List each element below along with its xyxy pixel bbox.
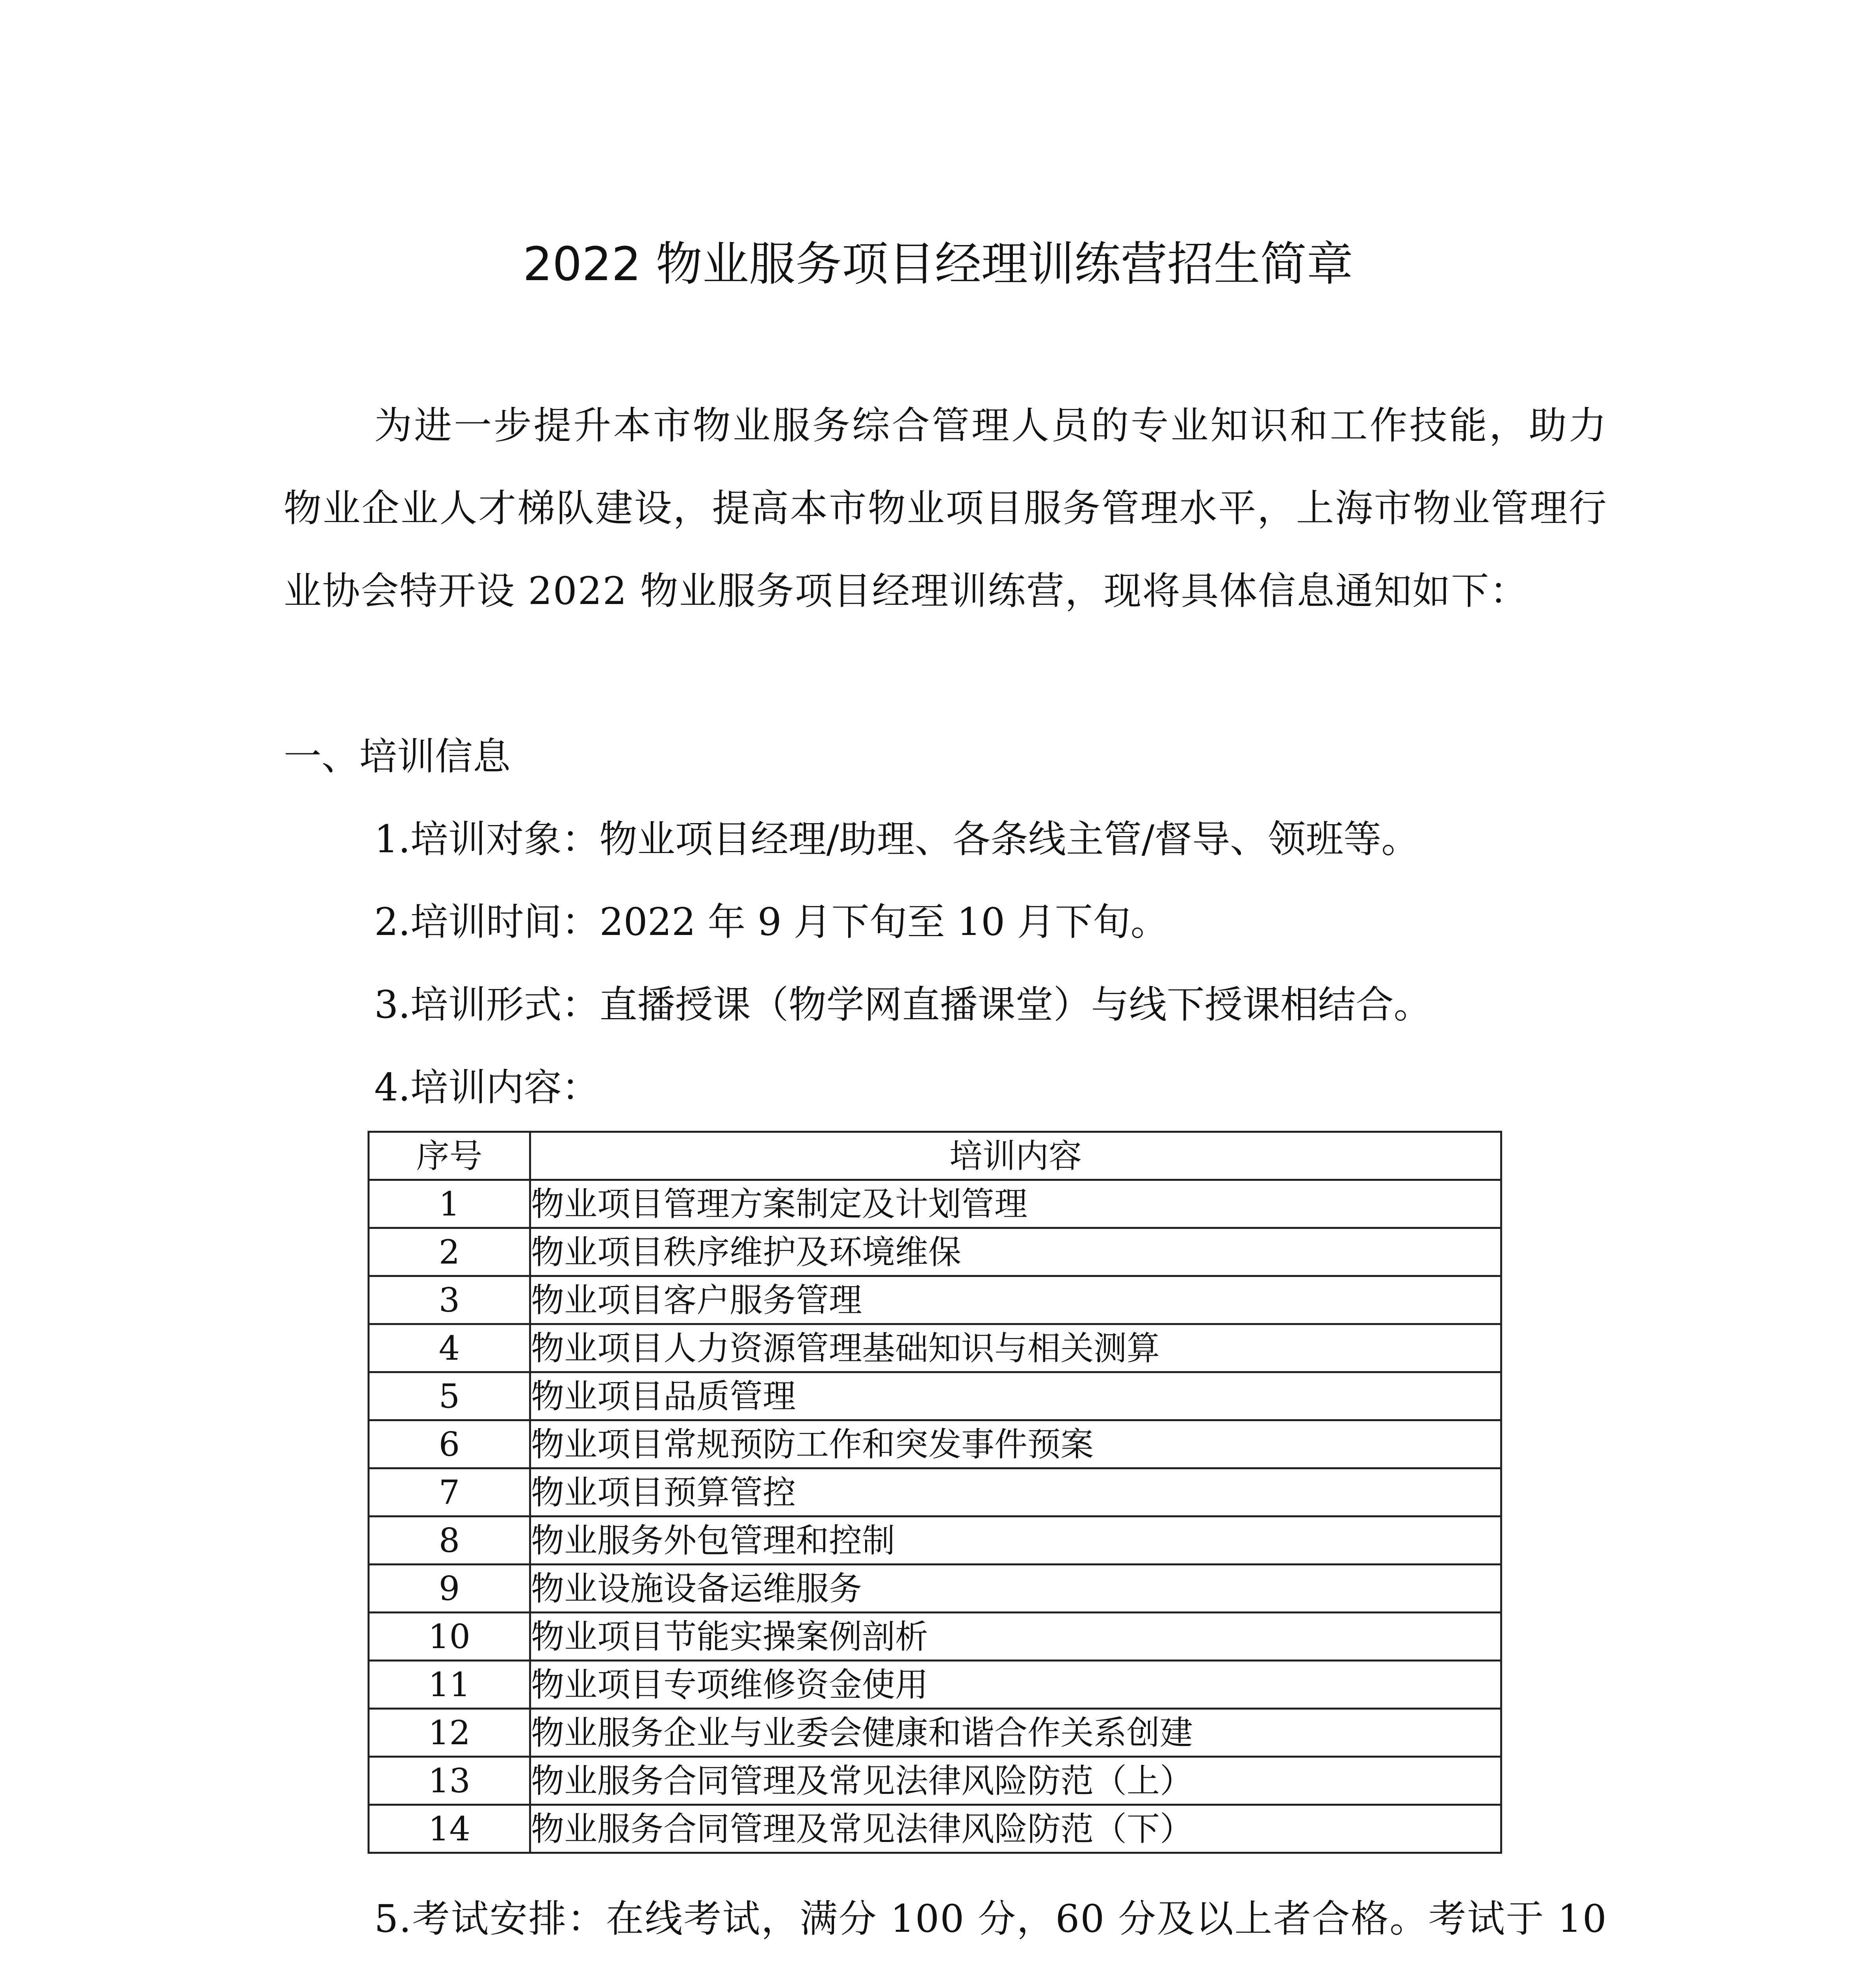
item-training-time: 2.培训时间：2022 年 9 月下旬至 10 月下旬。 [374,900,1168,944]
table-row [369,1276,1501,1324]
row-number: 3 [369,1276,530,1324]
row-number: 11 [369,1661,530,1709]
item-training-content: 4.培训内容： [374,1065,600,1110]
table-row [369,1805,1501,1853]
table-row [369,1757,1501,1805]
row-content: 物业项目专项维修资金使用 [530,1661,1501,1709]
document-title: 2022 物业服务项目经理训练营招生简章 [523,237,1353,291]
row-content: 物业服务合同管理及常见法律风险防范（上） [530,1757,1501,1805]
table-row [369,1661,1501,1709]
row-content: 物业项目预算管控 [530,1468,1501,1517]
row-number: 6 [369,1420,530,1468]
row-content: 物业项目人力资源管理基础知识与相关测算 [530,1324,1501,1372]
row-number: 9 [369,1565,530,1613]
intro-paragraph: 为进一步提升本市物业服务综合管理人员的专业知识和工作技能，助力物业企业人才梯队建设，提高本市物业项目服务管理水平，上海市物业管理行业协会特开设 2022 物业服务项目经理训练营，现将具体信息通知如下： [284,403,1607,613]
table-row [369,1180,1501,1228]
exam-paragraph: 5.考试安排：在线考试，满分 100 分，60 分及以上者合格。考试于 10 [374,1897,1607,1941]
row-number: 13 [369,1757,530,1805]
table-row [369,1420,1501,1468]
table-row [369,1324,1501,1372]
row-content: 物业服务合同管理及常见法律风险防范（下） [530,1805,1501,1853]
item-training-target: 1.培训对象：物业项目经理/助理、各条线主管/督导、领班等。 [374,817,1419,861]
table-header-number: 序号 [369,1132,530,1180]
table-header-row [369,1132,1501,1180]
table-row [369,1517,1501,1565]
section-heading-training-info: 一、培训信息 [284,734,511,779]
row-number: 4 [369,1324,530,1372]
table-row [369,1709,1501,1757]
row-content: 物业项目节能实操案例剖析 [530,1613,1501,1661]
table-row [369,1565,1501,1613]
item-training-format: 3.培训形式：直播授课（物学网直播课堂）与线下授课相结合。 [374,983,1432,1027]
training-content-table [368,1131,1502,1854]
row-number: 1 [369,1180,530,1228]
row-number: 10 [369,1613,530,1661]
table-header-content: 培训内容 [530,1132,1501,1180]
row-number: 8 [369,1517,530,1565]
row-content: 物业项目客户服务管理 [530,1276,1501,1324]
row-number: 2 [369,1228,530,1276]
row-content: 物业项目秩序维护及环境维保 [530,1228,1501,1276]
table-row [369,1468,1501,1517]
row-content: 物业服务企业与业委会健康和谐合作关系创建 [530,1709,1501,1757]
row-content: 物业项目常规预防工作和突发事件预案 [530,1420,1501,1468]
table-row [369,1613,1501,1661]
table-row [369,1372,1501,1420]
row-number: 5 [369,1372,530,1420]
row-content: 物业项目管理方案制定及计划管理 [530,1180,1501,1228]
row-number: 14 [369,1805,530,1853]
row-number: 12 [369,1709,530,1757]
row-number: 7 [369,1468,530,1517]
row-content: 物业设施设备运维服务 [530,1565,1501,1613]
table-row [369,1228,1501,1276]
row-content: 物业服务外包管理和控制 [530,1517,1501,1565]
row-content: 物业项目品质管理 [530,1372,1501,1420]
